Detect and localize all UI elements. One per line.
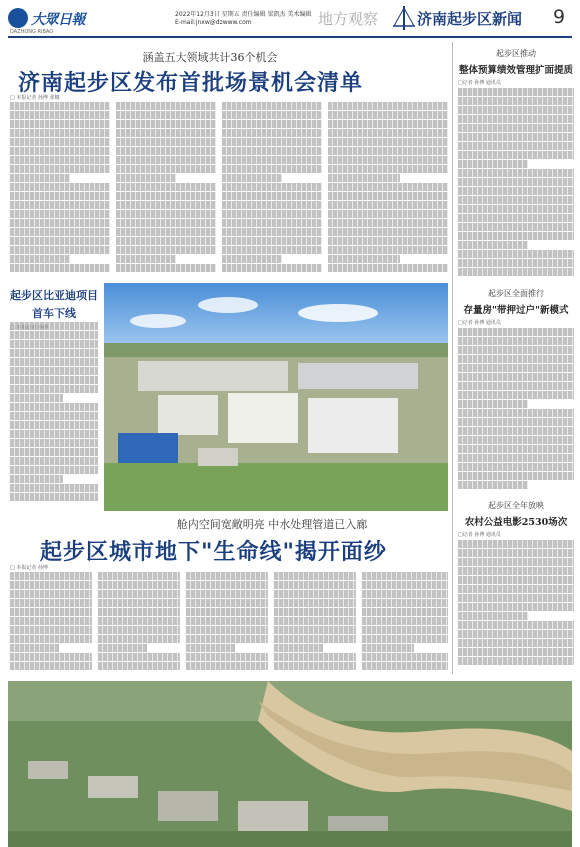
sidebar-2-body: [458, 328, 574, 494]
text-line: [10, 228, 110, 236]
lead-headline: 济南起步区发布首批场景机会清单: [18, 71, 364, 96]
section-label: 地方观察: [318, 10, 379, 28]
text-line: [458, 400, 528, 408]
sidebar-3-headline: 农村公益电影2530场次: [464, 517, 568, 528]
text-line: [186, 599, 268, 607]
bottom-byline: □ 本报记者 孙博: [10, 565, 48, 571]
text-line: [328, 147, 448, 155]
text-line: [222, 246, 322, 254]
text-line: [274, 581, 356, 589]
text-line: [458, 346, 574, 354]
text-line: [458, 142, 574, 150]
text-line: [458, 187, 574, 195]
text-line: [116, 102, 216, 110]
text-line: [10, 662, 92, 670]
text-line: [362, 617, 448, 625]
logo-pinyin: DAZHONG RIBAO: [10, 29, 54, 35]
text-line: [116, 264, 216, 272]
text-line: [10, 608, 92, 616]
text-line: [10, 572, 92, 580]
text-line: [458, 88, 574, 96]
text-line: [274, 626, 356, 634]
text-line: [274, 599, 356, 607]
text-line: [458, 418, 574, 426]
text-line: [222, 201, 322, 209]
text-line: [458, 585, 574, 593]
text-line: [10, 210, 110, 218]
section-title: 济南起步区新闻: [417, 10, 523, 28]
text-line: [458, 115, 574, 123]
page-number: 9: [552, 6, 566, 28]
text-line: [328, 237, 448, 245]
text-line: [458, 391, 574, 399]
text-line: [222, 129, 322, 137]
text-line: [328, 228, 448, 236]
text-line: [116, 174, 176, 182]
text-line: [328, 165, 448, 173]
logo-emblem-icon: [8, 8, 28, 28]
text-line: [328, 192, 448, 200]
text-line: [186, 590, 268, 598]
text-line: [10, 599, 92, 607]
text-line: [116, 201, 216, 209]
text-line: [10, 156, 110, 164]
text-line: [98, 644, 147, 652]
text-line: [10, 147, 110, 155]
text-line: [458, 657, 574, 665]
text-line: [458, 178, 574, 186]
text-line: [10, 219, 110, 227]
text-line: [222, 264, 322, 272]
text-line: [10, 129, 110, 137]
text-line: [458, 337, 574, 345]
text-line: [116, 138, 216, 146]
text-line: [458, 603, 574, 611]
text-line: [458, 481, 528, 489]
text-line: [10, 617, 92, 625]
lead-byline: □ 本报记者 孙博 张娜: [10, 95, 60, 101]
text-line: [116, 183, 216, 191]
sidebar-2-byline: □记者 孙博 通讯员: [458, 320, 501, 326]
text-line: [458, 567, 574, 575]
sidebar-3-byline: □记者 孙博 通讯员: [458, 532, 501, 538]
text-line: [458, 612, 528, 620]
text-line: [186, 572, 268, 580]
text-line: [458, 97, 574, 105]
text-line: [328, 111, 448, 119]
text-line: [362, 590, 448, 598]
text-line: [116, 255, 176, 263]
text-line: [10, 120, 110, 128]
text-line: [458, 268, 574, 276]
text-line: [116, 129, 216, 137]
text-line: [222, 183, 322, 191]
text-line: [458, 382, 574, 390]
sidebar-2-headline: 存量房"带押过户"新模式: [463, 305, 569, 316]
text-line: [222, 174, 282, 182]
sidebar-1-headline: 整体预算绩效管理扩面提质: [458, 65, 573, 76]
text-line: [222, 192, 322, 200]
text-line: [458, 445, 574, 453]
text-line: [116, 210, 216, 218]
text-line: [458, 124, 574, 132]
text-line: [458, 106, 574, 114]
text-line: [10, 174, 70, 182]
text-line: [10, 635, 92, 643]
text-line: [222, 255, 282, 263]
photo-headline-2: 首车下线: [32, 307, 76, 320]
text-line: [10, 102, 110, 110]
text-line: [362, 662, 448, 670]
newspaper-logo: [8, 6, 88, 35]
lead-kicker: 涵盖五大领域共计36个机会: [142, 51, 278, 64]
text-line: [458, 540, 574, 548]
text-line: [10, 626, 92, 634]
text-line: [116, 147, 216, 155]
text-line: [10, 138, 110, 146]
text-line: [10, 653, 92, 661]
text-line: [458, 409, 574, 417]
text-line: [222, 237, 322, 245]
sidebar-story-2: [458, 288, 574, 326]
text-line: [458, 205, 574, 213]
sidebar-story-1: [458, 48, 574, 86]
text-line: [10, 644, 59, 652]
text-line: [362, 608, 448, 616]
text-line: [186, 635, 268, 643]
text-line: [274, 572, 356, 580]
text-line: [98, 635, 180, 643]
text-line: [328, 219, 448, 227]
text-line: [458, 436, 574, 444]
text-line: [328, 246, 448, 254]
text-line: [98, 590, 180, 598]
text-line: [222, 138, 322, 146]
text-line: [98, 653, 180, 661]
text-line: [10, 165, 110, 173]
contact-line: E-mail:jnxw@dzwww.com: [175, 19, 252, 26]
text-line: [186, 608, 268, 616]
text-line: [116, 192, 216, 200]
text-line: [362, 653, 448, 661]
text-line: [186, 581, 268, 589]
text-line: [10, 192, 110, 200]
text-line: [274, 635, 356, 643]
text-line: [458, 427, 574, 435]
text-line: [328, 174, 400, 182]
text-line: [328, 129, 448, 137]
text-line: [328, 210, 448, 218]
text-line: [116, 237, 216, 245]
text-line: [458, 454, 574, 462]
text-line: [328, 156, 448, 164]
bottom-body-col-2: [98, 572, 180, 678]
text-line: [328, 201, 448, 209]
text-line: [458, 639, 574, 647]
text-line: [328, 138, 448, 146]
sidebar-story-3: [458, 500, 574, 538]
text-line: [458, 214, 574, 222]
text-line: [458, 576, 574, 584]
text-line: [116, 111, 216, 119]
bottom-body-col-3: [186, 572, 268, 678]
sidebar-3-body: [458, 540, 574, 674]
text-line: [10, 255, 70, 263]
text-line: [186, 617, 268, 625]
text-line: [328, 102, 448, 110]
text-line: [116, 228, 216, 236]
text-line: [98, 572, 180, 580]
sidebar-1-byline: □记者 孙博 通讯员: [458, 80, 501, 86]
text-line: [274, 617, 356, 625]
bottom-headline: 起步区城市地下"生命线"揭开面纱: [40, 540, 387, 565]
text-line: [458, 594, 574, 602]
text-line: [458, 232, 574, 240]
text-line: [274, 653, 356, 661]
lead-body-col-3: [222, 102, 322, 278]
text-line: [458, 472, 574, 480]
text-line: [222, 165, 322, 173]
text-line: [274, 662, 356, 670]
text-line: [186, 662, 268, 670]
text-line: [274, 644, 323, 652]
text-line: [458, 463, 574, 471]
text-line: [10, 246, 110, 254]
river-aerial-photo: [8, 681, 572, 847]
text-line: [10, 581, 92, 589]
text-line: [328, 255, 400, 263]
text-line: [274, 590, 356, 598]
bridge-icon: [393, 4, 415, 32]
column-divider: [452, 42, 453, 674]
sidebar-3-kicker: 起步区全年放映: [488, 501, 544, 510]
sidebar-1-body: [458, 88, 574, 284]
text-line: [98, 617, 180, 625]
text-line: [222, 219, 322, 227]
text-line: [222, 147, 322, 155]
text-line: [458, 223, 574, 231]
text-line: [186, 644, 235, 652]
factory-aerial-photo: [8, 283, 448, 511]
text-line: [186, 626, 268, 634]
text-line: [98, 599, 180, 607]
text-line: [458, 250, 574, 258]
text-line: [222, 111, 322, 119]
text-line: [10, 201, 110, 209]
lead-body-col-4: [328, 102, 448, 278]
text-line: [458, 364, 574, 372]
text-line: [328, 264, 448, 272]
photo-headline-1: 起步区比亚迪项目: [10, 289, 98, 302]
text-line: [362, 635, 448, 643]
bottom-kicker: 舱内空间宽敞明亮 中水处理管道已入廊: [176, 518, 368, 531]
sidebar-1-kicker: 起步区推动: [496, 49, 536, 58]
text-line: [98, 581, 180, 589]
text-line: [222, 120, 322, 128]
text-line: [222, 228, 322, 236]
text-line: [10, 183, 110, 191]
text-line: [116, 165, 216, 173]
text-line: [458, 630, 574, 638]
text-line: [116, 246, 216, 254]
lead-body-col-2: [116, 102, 216, 278]
text-line: [116, 120, 216, 128]
text-line: [458, 373, 574, 381]
text-line: [10, 237, 110, 245]
text-line: [362, 572, 448, 580]
text-line: [98, 626, 180, 634]
text-line: [458, 151, 574, 159]
text-line: [186, 653, 268, 661]
text-line: [458, 355, 574, 363]
bottom-body-col-5: [362, 572, 448, 678]
text-line: [458, 648, 574, 656]
text-line: [458, 169, 574, 177]
text-line: [98, 662, 180, 670]
masthead-rule: [8, 36, 572, 38]
text-line: [328, 120, 448, 128]
text-line: [458, 259, 574, 267]
text-line: [458, 160, 528, 168]
text-line: [458, 328, 574, 336]
text-line: [10, 111, 110, 119]
text-line: [116, 219, 216, 227]
text-line: [458, 133, 574, 141]
text-line: [458, 549, 574, 557]
sidebar-2-kicker: 起步区全面推行: [488, 289, 544, 298]
bottom-body-col-1: [10, 572, 92, 678]
text-line: [362, 626, 448, 634]
bottom-body-col-4: [274, 572, 356, 678]
text-line: [458, 621, 574, 629]
text-line: [458, 196, 574, 204]
lead-body-col-1: [10, 102, 110, 278]
text-line: [222, 210, 322, 218]
text-line: [362, 644, 414, 652]
text-line: [328, 183, 448, 191]
text-line: [116, 156, 216, 164]
text-line: [362, 581, 448, 589]
text-line: [98, 608, 180, 616]
text-line: [274, 608, 356, 616]
date-line: 2022年12月3日 星期五 责任编辑 梁凯杰 美术编辑: [175, 11, 312, 18]
sidebar: [458, 40, 574, 600]
text-line: [222, 156, 322, 164]
masthead: [0, 0, 580, 36]
text-line: [10, 590, 92, 598]
logo-name: 大眾日報: [31, 12, 85, 28]
text-line: [10, 264, 110, 272]
text-line: [458, 558, 574, 566]
text-line: [222, 102, 322, 110]
text-line: [458, 241, 528, 249]
text-line: [362, 599, 448, 607]
